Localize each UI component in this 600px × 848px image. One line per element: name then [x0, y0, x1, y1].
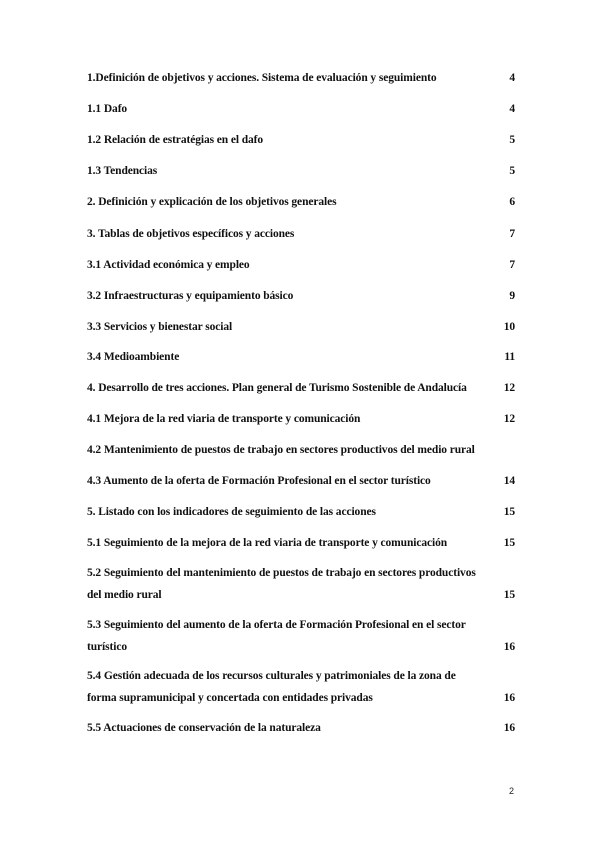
toc-entry[interactable]	[87, 614, 515, 658]
toc-entry[interactable]	[87, 665, 515, 709]
page-number: 2	[509, 786, 515, 796]
toc-entry[interactable]	[87, 191, 515, 213]
toc-entry[interactable]	[87, 160, 515, 182]
toc-entry-page: 9	[509, 290, 515, 302]
toc-entry-page: 5	[509, 165, 515, 177]
toc-entry-title: 1.1 Dafo	[87, 103, 128, 115]
toc-entry[interactable]	[87, 717, 515, 739]
toc-entry[interactable]	[87, 439, 515, 461]
toc-entry-title: 5.4 Gestión adecuada de los recursos culturales y patrimoniales de la zona de forma supramunicipal y concertada con entidades privadas	[87, 670, 456, 704]
toc-entry[interactable]	[87, 129, 515, 151]
toc-entry-title: 5.2 Seguimiento del mantenimiento de puestos de trabajo en sectores productivos del medio rural	[87, 567, 476, 601]
toc-entry-page: 4	[509, 72, 515, 84]
toc-entry-page: 12	[503, 382, 515, 394]
toc-entry[interactable]	[87, 562, 515, 606]
toc-entry[interactable]	[87, 285, 515, 307]
toc-entry-title: 1.Definición de objetivos y acciones. Sistema de evaluación y seguimiento	[87, 72, 437, 84]
toc-entry[interactable]	[87, 346, 515, 368]
toc-entry-title: 1.3 Tendencias	[87, 165, 158, 177]
toc-entry-page: 6	[509, 196, 515, 208]
toc-entry-page: 7	[509, 259, 515, 271]
toc-entry-page: 5	[509, 134, 515, 146]
toc-entry-page: 7	[509, 228, 515, 240]
toc-entry-title: 4.1 Mejora de la red viaria de transporte y comunicación	[87, 413, 361, 425]
toc-entry-title: 3. Tablas de objetivos específicos y acciones	[87, 228, 295, 240]
toc-entry-title: 5.1 Seguimiento de la mejora de la red viaria de transporte y comunicación	[87, 537, 448, 549]
toc-entry-page: 15	[503, 589, 515, 601]
toc-entry-title: 5.3 Seguimiento del aumento de la oferta de Formación Profesional en el sector turístico	[87, 619, 466, 653]
toc-entry-title: 3.4 Medioambiente	[87, 351, 180, 363]
toc-entry-title: 1.2 Relación de estratégias en el dafo	[87, 134, 264, 146]
toc-entry-page: 16	[503, 692, 515, 704]
toc-entry[interactable]	[87, 408, 515, 430]
toc-entry-title: 3.2 Infraestructuras y equipamiento básico	[87, 290, 294, 302]
toc-entry[interactable]	[87, 67, 515, 89]
toc-entry[interactable]	[87, 254, 515, 276]
toc-entry-page: 10	[503, 321, 515, 333]
toc-entry[interactable]	[87, 470, 515, 492]
toc-entry-title: 4. Desarrollo de tres acciones. Plan general de Turismo Sostenible de Andalucía	[87, 382, 467, 394]
toc-entry-title: 5. Listado con los indicadores de seguimiento de las acciones	[87, 506, 376, 518]
toc-entry-page: 15	[503, 506, 515, 518]
toc-entry[interactable]	[87, 223, 515, 245]
toc-entry-page: 14	[503, 475, 515, 487]
toc-entry-page: 16	[503, 641, 515, 653]
toc-entry-page: 4	[509, 103, 515, 115]
toc-entry[interactable]	[87, 98, 515, 120]
toc-entry[interactable]	[87, 377, 515, 399]
toc-entry-page: 11	[504, 351, 515, 363]
toc-entry-title: 4.2 Mantenimiento de puestos de trabajo en sectores productivos del medio rural	[87, 444, 475, 456]
toc-entry-title: 4.3 Aumento de la oferta de Formación Profesional en el sector turístico	[87, 475, 431, 487]
toc-entry-title: 2. Definición y explicación de los objetivos generales	[87, 196, 337, 208]
toc-entry[interactable]	[87, 532, 515, 554]
toc-entry-page: 16	[503, 722, 515, 734]
toc-entry-title: 5.5 Actuaciones de conservación de la naturaleza	[87, 722, 321, 734]
toc-entry[interactable]	[87, 501, 515, 523]
toc-entry-title: 3.3 Servicios y bienestar social	[87, 321, 233, 333]
toc-entry[interactable]	[87, 316, 515, 338]
toc-entry-page: 12	[503, 413, 515, 425]
toc-entry-title: 3.1 Actividad económica y empleo	[87, 259, 250, 271]
toc-entry-page: 15	[503, 537, 515, 549]
